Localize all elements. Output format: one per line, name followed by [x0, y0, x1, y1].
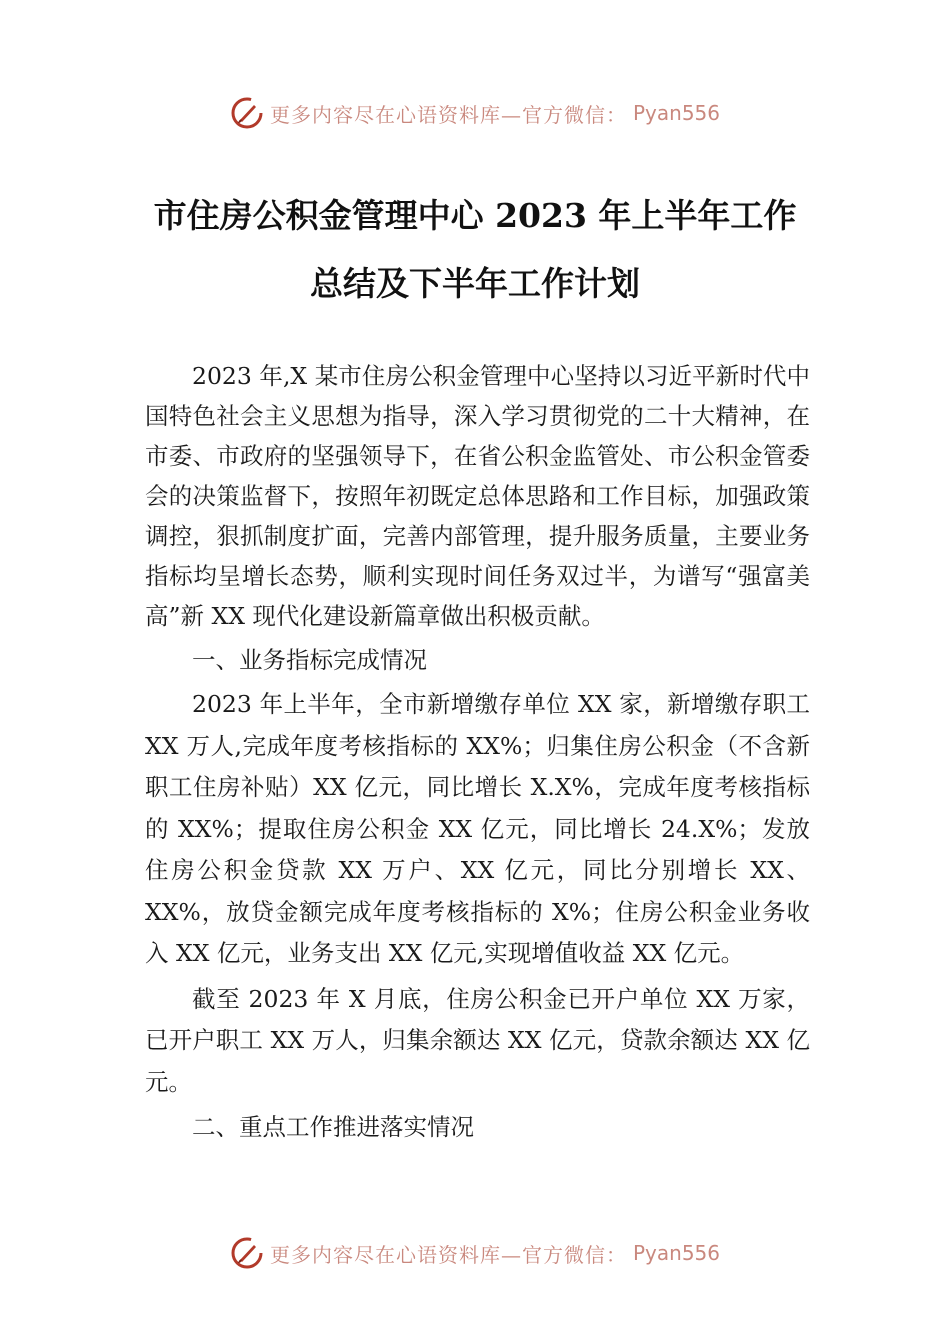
paragraph-status: 截至 2023 年 X 月底，住房公积金已开户单位 XX 万家，已开户职工 XX 万人，归集余额达 XX 亿元，贷款余额达 XX 亿元。	[145, 984, 810, 1096]
watermark-footer	[0, 1236, 950, 1270]
title-line-2: 总结及下半年工作计划	[310, 264, 640, 303]
document-body	[145, 356, 810, 1147]
section-heading-2: 二、重点工作推进落实情况	[192, 1113, 474, 1141]
paragraph-intro: 2023 年,X 某市住房公积金管理中心坚持以习近平新时代中国特色社会主义思想为指导，深入学习贯彻党的二十大精神，在市委、市政府的坚强领导下，在省公积金监管处、市公积金管委会的决策监督下，按照年初既定总体思路和工作目标，加强政策调控，狠抓制度扩面，完善内部管理，提升服务质量，主要业务指标均呈增长态势，顺利实现时间任务双过半，为谱写“强富美高”新 XX 现代化建设新篇章做出积极贡献。	[145, 362, 810, 630]
watermark-account: Pyan556	[632, 1241, 720, 1265]
paragraph-indicators: 2023 年上半年，全市新增缴存单位 XX 家，新增缴存职工 XX 万人,完成年度考核指标的 XX%；归集住房公积金（不含新职工住房补贴）XX 亿元，同比增长 X.X%，完成年度考核指标的 XX%；提取住房公积金 XX 亿元，同比增长 24.X%；发放住房公积金贷款 XX 万户、XX 亿元，同比分别增长 XX、XX%，放贷金额完成年度考核指标的 X%；住房公积金业务收入 XX 亿元，业务支出 XX 亿元,实现增值收益 XX 亿元。	[145, 690, 810, 967]
watermark-text: 更多内容尽在心语资料库—官方微信：	[269, 102, 627, 127]
document-title	[90, 182, 860, 318]
brush-logo-icon	[230, 96, 264, 130]
watermark-text: 更多内容尽在心语资料库—官方微信：	[269, 1242, 627, 1267]
brush-logo-icon	[230, 1236, 264, 1270]
watermark-account: Pyan556	[632, 101, 720, 125]
section-heading-1: 一、业务指标完成情况	[192, 646, 427, 674]
watermark-header	[0, 96, 950, 130]
title-line-1: 市住房公积金管理中心 2023 年上半年工作	[153, 196, 797, 235]
